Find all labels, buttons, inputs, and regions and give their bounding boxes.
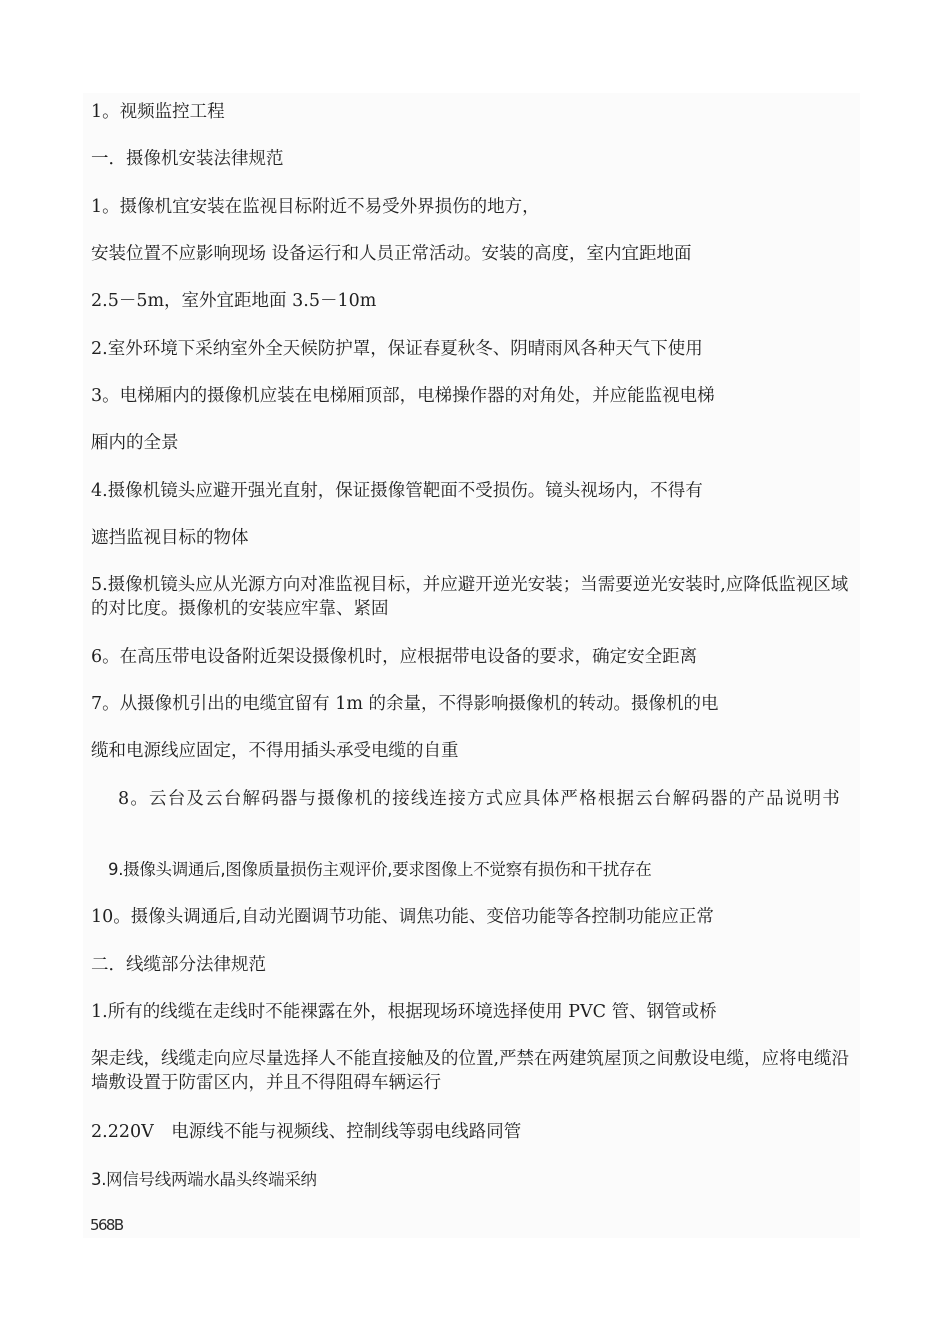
paragraph-multiline: 8。云台及云台解码器与摄像机的接线连接方式应具体严格根据云台解码器的产品说明书 [118,789,841,809]
paragraph-line: 10。摄像头调通后,自动光圈调节功能、调焦功能、变倍功能等各控制功能应正常 [91,907,714,927]
document-title: 1。视频监控工程 [91,102,225,122]
paragraph-line: 9.摄像头调通后,图像质量损伤主观评价,要求图像上不觉察有损伤和干扰存在 [108,860,652,879]
paragraph-line: 2.220V 电源线不能与视频线、控制线等弱电线路同管 [91,1122,522,1142]
paragraph-line: 4.摄像机镜头应避开强光直射，保证摄像管靶面不受损伤。镜头视场内，不得有 [91,481,703,501]
paragraph-line: 1.所有的线缆在走线时不能裸露在外，根据现场环境选择使用 PVC 管、钢管或桥 [91,1002,717,1022]
paragraph-line: 6。在高压带电设备附近架设摄像机时，应根据带电设备的要求，确定安全距离 [91,647,698,667]
paragraph-line: 1。摄像机宜安装在监视目标附近不易受外界损伤的地方， [91,197,540,217]
paragraph-line: 2.室外环境下采纳室外全天候防护罩，保证春夏秋冬、阴晴雨风各种天气下使用 [91,339,703,359]
paragraph-multiline: 5.摄像机镜头应从光源方向对准监视目标，并应避开逆光安装；当需要逆光安装时,应降低监视区域的对比度。摄像机的安装应牢靠、紧固 [91,575,849,619]
section-heading-cable: 二．线缆部分法律规范 [91,955,266,975]
paragraph-line: 安装位置不应影响现场 设备运行和人员正常活动。安装的高度，室内宜距地面 [91,244,692,264]
paragraph-line: 遮挡监视目标的物体 [91,528,249,548]
paragraph-line: 缆和电源线应固定，不得用插头承受电缆的自重 [91,741,459,761]
paragraph-line: 7。从摄像机引出的电缆宜留有 1m 的余量，不得影响摄像机的转动。摄像机的电 [91,694,719,714]
paragraph-multiline: 架走线，线缆走向应尽量选择人不能直接触及的位置,严禁在两建筑屋顶之间敷设电缆，应将电缆沿墙敷设置于防雷区内，并且不得阻碍车辆运行 [91,1049,850,1093]
footer-mark: 568B [90,1216,123,1234]
paragraph-line: 3.网信号线两端水晶头终端采纳 [91,1170,317,1189]
paragraph-line: 3。电梯厢内的摄像机应装在电梯厢顶部，电梯操作器的对角处，并应能监视电梯 [91,386,715,406]
paragraph-line: 厢内的全景 [91,433,179,453]
paragraph-line: 2.5－5m，室外宜距地面 3.5－10m [91,291,377,311]
section-heading-camera: 一．摄像机安装法律规范 [91,149,284,169]
